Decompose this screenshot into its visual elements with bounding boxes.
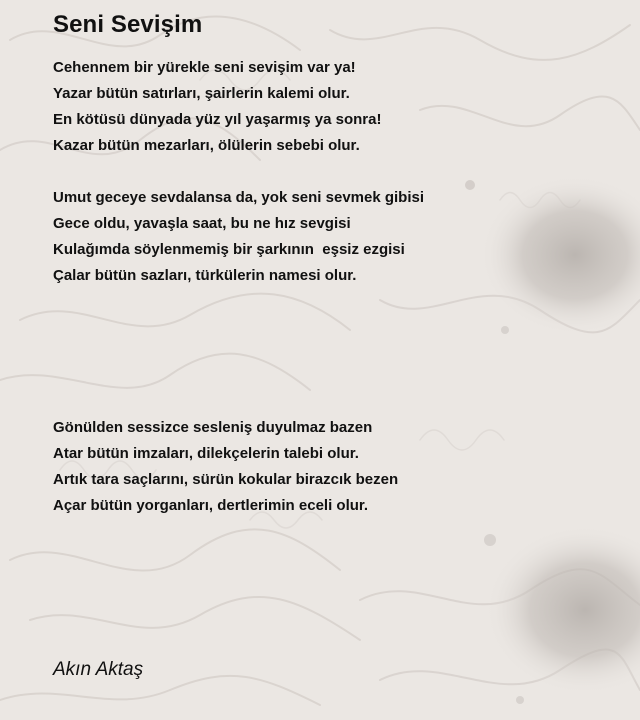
poem-line: Umut geceye sevdalansa da, yok seni sevmek gibisi — [53, 189, 425, 206]
stanza-3 — [53, 415, 398, 519]
poem-line: Kulağımda söylenmemiş bir şarkının eşsiz ezgisi — [53, 241, 405, 258]
poem-title: Seni Sevişim — [53, 11, 203, 38]
poem-author: Akın Aktaş — [53, 659, 144, 680]
poem-line: Atar bütün imzaları, dilekçelerin talebi olur. — [53, 445, 359, 462]
poem-line: Gönülden sessizce sesleniş duyulmaz bazen — [53, 419, 373, 436]
poem-line: Yazar bütün satırları, şairlerin kalemi olur. — [53, 85, 350, 102]
poem-line: Kazar bütün mezarları, ölülerin sebebi olur. — [53, 137, 360, 154]
poem-line: En kötüsü dünyada yüz yıl yaşarmış ya sonra! — [53, 111, 382, 128]
stanza-1 — [53, 55, 381, 159]
poem-line: Gece oldu, yavaşla saat, bu ne hız sevgisi — [53, 215, 351, 232]
poem-line: Artık tara saçlarını, sürün kokular birazcık bezen — [53, 471, 399, 488]
poem-line: Açar bütün yorganları, dertlerimin eceli olur. — [53, 497, 369, 514]
poem-line: Cehennem bir yürekle seni sevişim var ya! — [53, 59, 356, 76]
poem-line: Çalar bütün sazları, türkülerin namesi olur. — [53, 267, 357, 284]
stanza-2 — [53, 185, 424, 289]
